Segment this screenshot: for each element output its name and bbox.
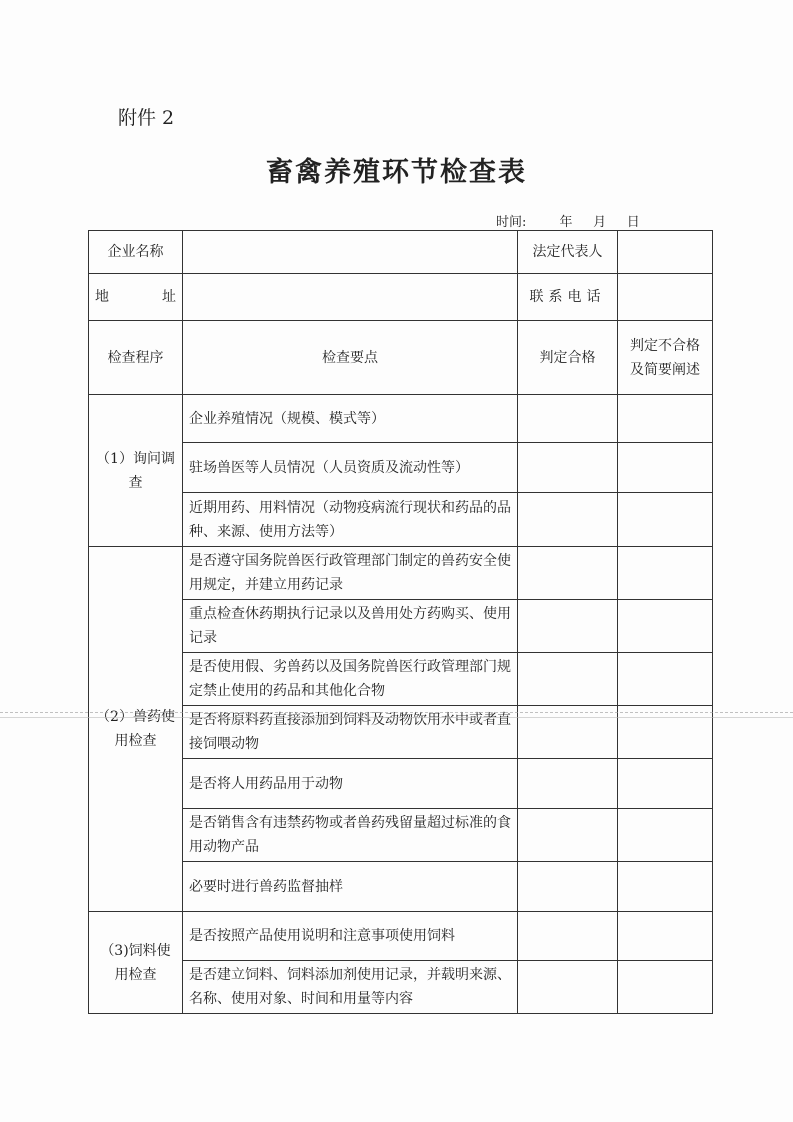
fail-cell[interactable] — [618, 912, 713, 961]
pass-cell[interactable] — [518, 961, 618, 1014]
pass-cell[interactable] — [518, 862, 618, 912]
pass-cell[interactable] — [518, 912, 618, 961]
pass-header: 判定合格 — [518, 321, 618, 395]
pass-cell[interactable] — [518, 809, 618, 862]
table-row — [89, 653, 713, 706]
page-title: 畜禽养殖环节检查表 — [266, 157, 527, 188]
table-row — [89, 443, 713, 493]
fail-cell[interactable] — [618, 547, 713, 600]
pass-cell[interactable] — [518, 493, 618, 547]
check-point: 是否将人用药品用于动物 — [183, 759, 518, 809]
check-point: 必要时进行兽药监督抽样 — [183, 862, 518, 912]
procedure-cell: （2）兽药使用检查 — [89, 547, 183, 912]
date-line: 时间: 年 月 日 — [496, 215, 640, 230]
table-row — [89, 912, 713, 961]
fail-cell[interactable] — [618, 809, 713, 862]
pass-cell[interactable] — [518, 443, 618, 493]
check-point: 近期用药、用料情况（动物疫病流行现状和药品的品种、来源、使用方法等） — [183, 493, 518, 547]
phone-label: 联系电话 — [518, 274, 618, 321]
pass-cell[interactable] — [518, 653, 618, 706]
fail-cell[interactable] — [618, 653, 713, 706]
legal-rep-field[interactable] — [618, 231, 713, 274]
check-point: 是否销售含有违禁药物或者兽药残留量超过标准的食用动物产品 — [183, 809, 518, 862]
check-point: 是否遵守国务院兽医行政管理部门制定的兽药安全使用规定，并建立用药记录 — [183, 547, 518, 600]
table-row — [89, 600, 713, 653]
pass-cell[interactable] — [518, 547, 618, 600]
check-point: 是否将原料药直接添加到饲料及动物饮用水中或者直接饲喂动物 — [183, 706, 518, 759]
check-point: 是否使用假、劣兽药以及国务院兽医行政管理部门规定禁止使用的药品和其他化合物 — [183, 653, 518, 706]
table-row — [89, 961, 713, 1014]
check-point: 驻场兽医等人员情况（人员资质及流动性等） — [183, 443, 518, 493]
table-row — [89, 862, 713, 912]
attachment-label: 附件 2 — [118, 107, 175, 129]
check-point: 是否建立饲料、饲料添加剂使用记录，并载明来源、名称、使用对象、时间和用量等内容 — [183, 961, 518, 1014]
fail-cell[interactable] — [618, 443, 713, 493]
pass-cell[interactable] — [518, 600, 618, 653]
table-row — [89, 395, 713, 443]
table-row — [89, 547, 713, 600]
procedure-cell: （1）询问调查 — [89, 395, 183, 547]
check-point: 是否按照产品使用说明和注意事项使用饲料 — [183, 912, 518, 961]
table-row — [89, 493, 713, 547]
scan-artifact-line — [0, 712, 793, 718]
points-header: 检查要点 — [183, 321, 518, 395]
inspection-table — [88, 230, 713, 1014]
fail-cell[interactable] — [618, 961, 713, 1014]
legal-rep-label: 法定代表人 — [518, 231, 618, 274]
fail-cell[interactable] — [618, 395, 713, 443]
pass-cell[interactable] — [518, 759, 618, 809]
company-name-label: 企业名称 — [89, 231, 183, 274]
address-field[interactable] — [183, 274, 518, 321]
check-point: 企业养殖情况（规模、模式等） — [183, 395, 518, 443]
procedure-header: 检查程序 — [89, 321, 183, 395]
fail-cell[interactable] — [618, 600, 713, 653]
check-point: 重点检查休药期执行记录以及兽用处方药购买、使用记录 — [183, 600, 518, 653]
fail-cell[interactable] — [618, 759, 713, 809]
phone-field[interactable] — [618, 274, 713, 321]
fail-header: 判定不合格及简要阐述 — [618, 321, 713, 395]
fail-cell[interactable] — [618, 862, 713, 912]
fail-cell[interactable] — [618, 493, 713, 547]
pass-cell[interactable] — [518, 395, 618, 443]
address-label: 地 址 — [89, 274, 183, 321]
company-name-field[interactable] — [183, 231, 518, 274]
procedure-cell: （3)饲料使用检查 — [89, 912, 183, 1014]
table-row — [89, 809, 713, 862]
table-row — [89, 759, 713, 809]
